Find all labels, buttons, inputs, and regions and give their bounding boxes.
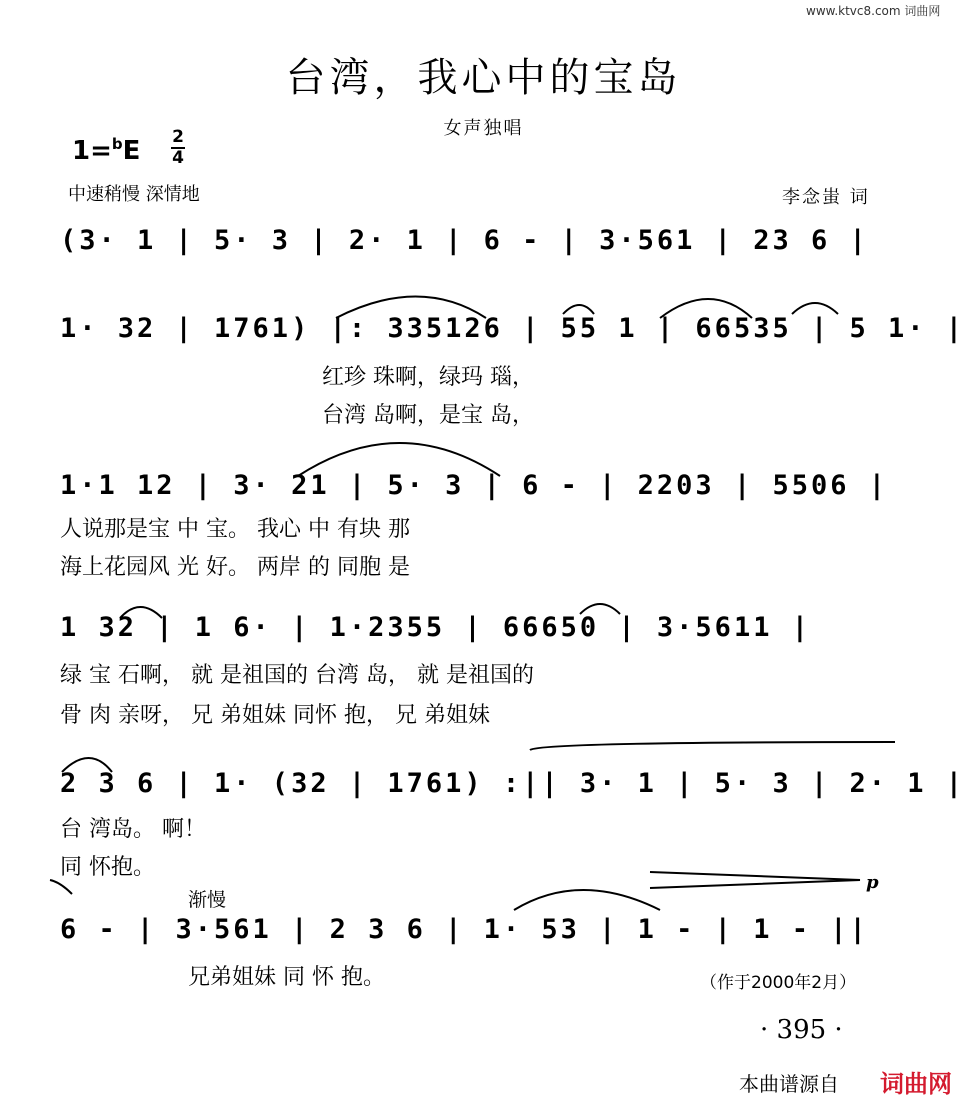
key-note: E xyxy=(122,136,141,166)
lyric-line-6: 骨 肉 亲呀， 兄 弟姐妹 同怀 抱， 兄 弟姐妹 xyxy=(60,703,490,728)
dynamic-marking: p xyxy=(866,872,879,893)
ritardando-marking: 渐慢 xyxy=(188,889,227,911)
song-title: 台湾，我心中的宝岛 xyxy=(285,55,682,101)
lyric-line-3: 人说那是宝 中 宝。 我心 中 有块 那 xyxy=(60,517,410,542)
site-url: www.ktvc8.com 词曲网 xyxy=(806,4,941,18)
lyric-line-9: 兄弟姐妹 同 怀 抱。 xyxy=(188,965,385,990)
notation-row-2: 1· 32 | 1761) |: 335126 | 55 1 | 66535 | 5 1· | xyxy=(60,313,966,344)
source-label: 本曲谱源自 xyxy=(739,1072,839,1096)
lyric-line-5: 绿 宝 石啊， 就 是祖国的 台湾 岛， 就 是祖国的 xyxy=(60,663,534,688)
meter-bottom: 4 xyxy=(172,148,184,168)
slur-2 xyxy=(563,305,594,314)
slur-10 xyxy=(514,890,660,910)
composition-note: （作于2000年2月） xyxy=(700,973,857,993)
slur-7 xyxy=(580,604,620,614)
slur-3 xyxy=(660,299,752,318)
slur-4 xyxy=(792,303,838,314)
notation-row-3: 1·1 12 | 3· 21 | 5· 3 | 6 - | 2203 | 5506 | xyxy=(60,470,888,501)
notation-row-5: 2 3 6 | 1· (32 | 1761) :|| 3· 1 | 5· 3 | 2· 1 | xyxy=(60,768,966,799)
watermark: 词曲网 xyxy=(880,1070,952,1098)
lyric-line-7: 台 湾岛。 啊！ xyxy=(60,817,206,842)
flat-sign: b xyxy=(111,135,123,153)
song-subtitle: 女声独唱 xyxy=(443,118,524,139)
slur-8 xyxy=(62,758,112,772)
tie-line xyxy=(530,742,895,750)
lyric-line-1: 红珍 珠啊，绿玛 瑙， xyxy=(322,365,534,390)
key-prefix: 1= xyxy=(72,136,112,166)
lyric-line-8: 同 怀抱。 xyxy=(60,855,155,880)
lyricist: 李念蚩 词 xyxy=(782,187,870,208)
decrescendo-hairpin xyxy=(650,872,860,888)
page-number: · 395 · xyxy=(760,1015,843,1045)
notation-row-4: 1 32 | 1 6· | 1·2355 | 66650 | 3·5611 | xyxy=(60,612,811,643)
slur-6 xyxy=(120,607,162,618)
lyric-line-4: 海上花园风 光 好。 两岸 的 同胞 是 xyxy=(60,555,410,580)
slur-9 xyxy=(50,880,72,894)
meter-top: 2 xyxy=(172,127,184,147)
slur-1 xyxy=(336,297,486,319)
notation-row-1: (3· 1 | 5· 3 | 2· 1 | 6 - | 3·561 | 23 6 | xyxy=(60,225,869,256)
notation-row-6: 6 - | 3·561 | 2 3 6 | 1· 53 | 1 - | 1 - || xyxy=(60,914,869,945)
slur-5 xyxy=(298,443,500,476)
lyric-line-2: 台湾 岛啊，是宝 岛， xyxy=(322,403,534,428)
tempo-marking: 中速稍慢 深情地 xyxy=(68,184,200,205)
